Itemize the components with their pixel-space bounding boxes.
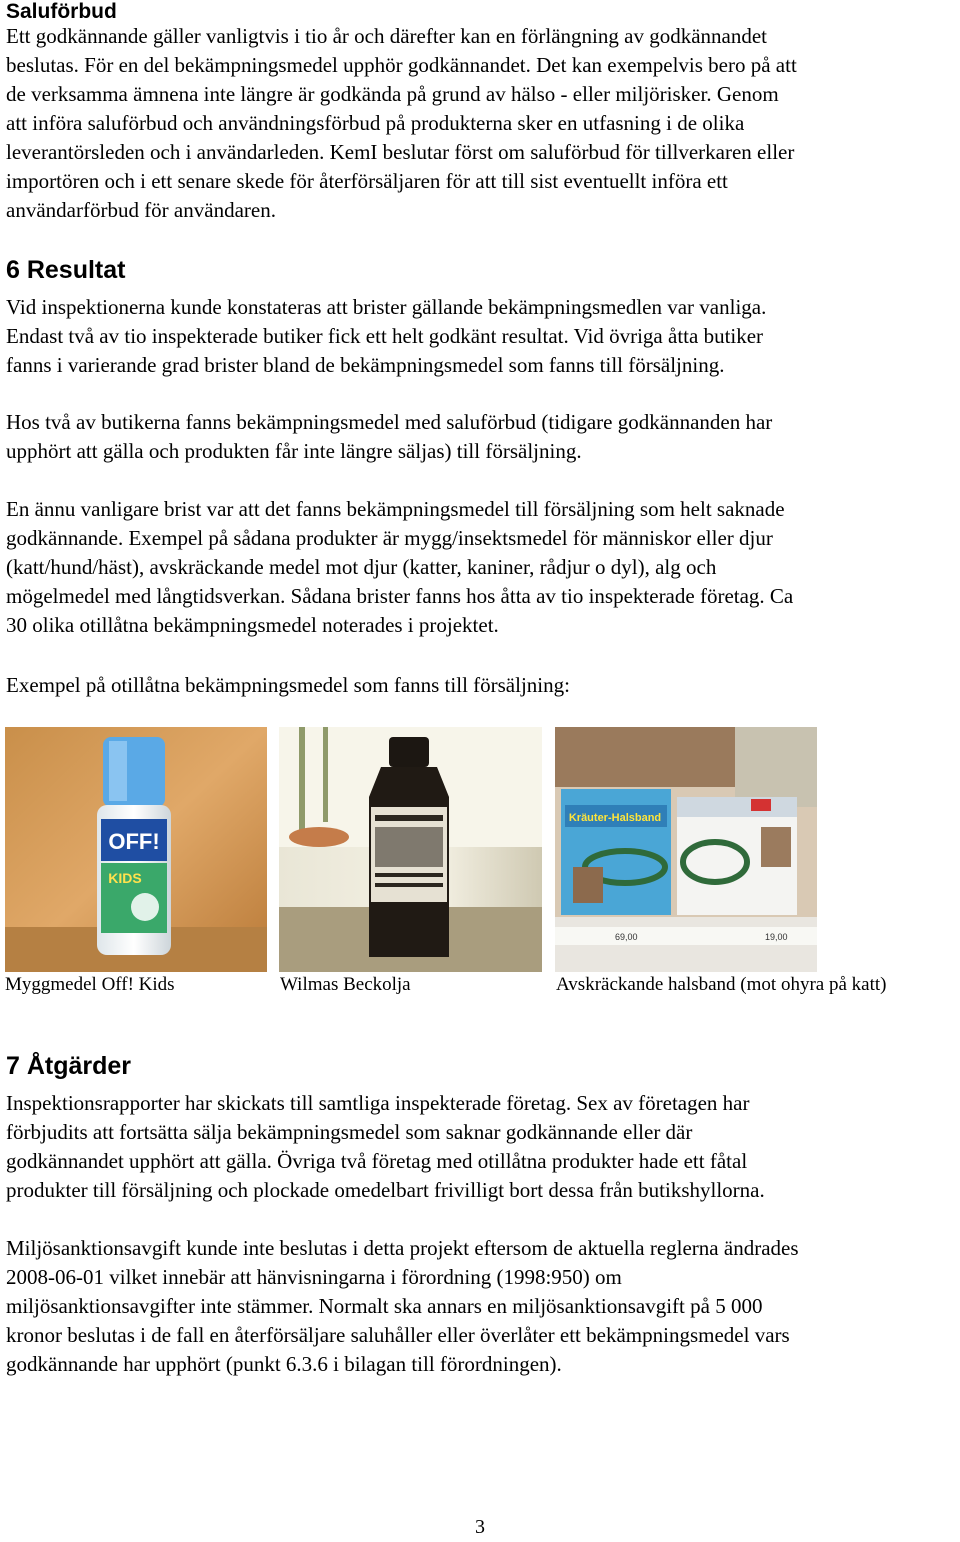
photo-wilmas-beckolja [279,727,542,972]
page-number: 3 [475,1516,485,1538]
text-line: godkännande har upphört (punkt 6.3.6 i bilagan till förordningen). [6,1352,562,1376]
photo-halsband [555,727,817,972]
text-line: importören och i ett senare skede för återförsäljaren för att till sist eventuellt införa ett [6,169,728,193]
photo-off-kids [5,727,267,972]
text-line: de verksamma ämnena inte längre är godkända på grund av hälso - eller miljörisker. Genom [6,82,779,106]
text-line: 2008-06-01 vilket innebär att hänvisningarna i förordning (1998:950) om [6,1265,622,1289]
beckolja-image [279,727,542,972]
price-label: 19,00 [765,932,788,942]
heading-atgarder: 7 Åtgärder [6,1052,132,1080]
text-line: användarförbud för användaren. [6,198,276,222]
text-line: beslutas. För en del bekämpningsmedel upphör godkännandet. Det kan exempelvis bero på att [6,53,797,77]
photo-row [5,727,955,972]
caption-halsband: Avskräckande halsband (mot ohyra på katt) [556,974,887,995]
text-line: förbjudits att fortsätta sälja bekämpningsmedel som saknar godkännande eller där [6,1120,693,1144]
text-line: Hos två av butikerna fanns bekämpningsmedel med saluförbud (tidigare godkännanden har [6,410,773,434]
heading-resultat: 6 Resultat [6,256,126,284]
paragraph-resultat-1 [6,293,766,380]
text-line: fanns i varierande grad brister bland de bekämpningsmedel som fanns till försäljning. [6,353,725,377]
paragraph-resultat-4: Exempel på otillåtna bekämpningsmedel som fanns till försäljning: [6,673,570,697]
text-line: Inspektionsrapporter har skickats till samtliga inspekterade företag. Sex av företagen har [6,1091,750,1115]
heading-saluforbud: Saluförbud [6,0,117,23]
text-line: mögelmedel med långtidsverkan. Sådana brister fanns hos åtta av tio inspekterade företag. Ca [6,584,794,608]
text-line: (katt/hund/häst), avskräckande medel mot djur (katter, kaniner, rådjur o dyl), alg och [6,555,717,579]
paragraph-atgarder-1 [6,1089,765,1205]
price-label: 69,00 [615,932,638,942]
off-label: OFF! [108,829,160,854]
text-line: upphört att gälla och produkten får inte längre säljas) till försäljning. [6,439,582,463]
text-line: godkännande. Exempel på sådana produkter är mygg/insektsmedel för människor eller djur [6,526,773,550]
text-line: Ett godkännande gäller vanligtvis i tio år och därefter kan en förlängning av godkännandet [6,24,767,48]
text-line: Vid inspektionerna kunde konstateras att brister gällande bekämpningsmedlen var vanliga. [6,295,767,319]
text-line: Miljösanktionsavgift kunde inte beslutas i detta projekt eftersom de aktuella reglerna ändrades [6,1236,799,1260]
text-line: 30 olika otillåtna bekämpningsmedel noterades i projektet. [6,613,499,637]
off-kids-image [5,727,267,972]
paragraph-saluforbud [6,22,797,225]
kids-label: KIDS [108,870,142,886]
section-saluforbud [6,0,797,225]
text-line: leverantörsleden och i användarleden. KemI beslutar först om saluförbud för tillverkaren eller [6,140,795,164]
paragraph-resultat-3 [6,495,793,640]
box-label: Kräuter-Halsband [568,812,662,824]
paragraph-resultat-2 [6,408,772,466]
text-line: kronor beslutas i de fall en återförsäljare saluhåller eller överlåter ett bekämpningsmedel vars [6,1323,790,1347]
text-line: godkännandet upphört att gälla. Övriga två företag med otillåtna produkter hade ett fåtal [6,1149,748,1173]
halsband-image [555,727,817,972]
paragraph-atgarder-2 [6,1234,799,1379]
text-line: Endast två av tio inspekterade butiker fick ett helt godkänt resultat. Vid övriga åtta butiker [6,324,764,348]
caption-wilmas-beckolja: Wilmas Beckolja [280,974,411,995]
text-line: miljösanktionsavgifter inte stämmer. Normalt ska annars en miljösanktionsavgift på 5 000 [6,1294,763,1318]
text-line: En ännu vanligare brist var att det fanns bekämpningsmedel till försäljning som helt saknade [6,497,785,521]
caption-off-kids: Myggmedel Off! Kids [5,974,175,995]
text-line: produkter till försäljning och plockade omedelbart frivilligt bort dessa från butikshyllorna. [6,1178,765,1202]
text-line: att införa saluförbud och användningsförbud på produkterna sker en utfasning i de olika [6,111,745,135]
